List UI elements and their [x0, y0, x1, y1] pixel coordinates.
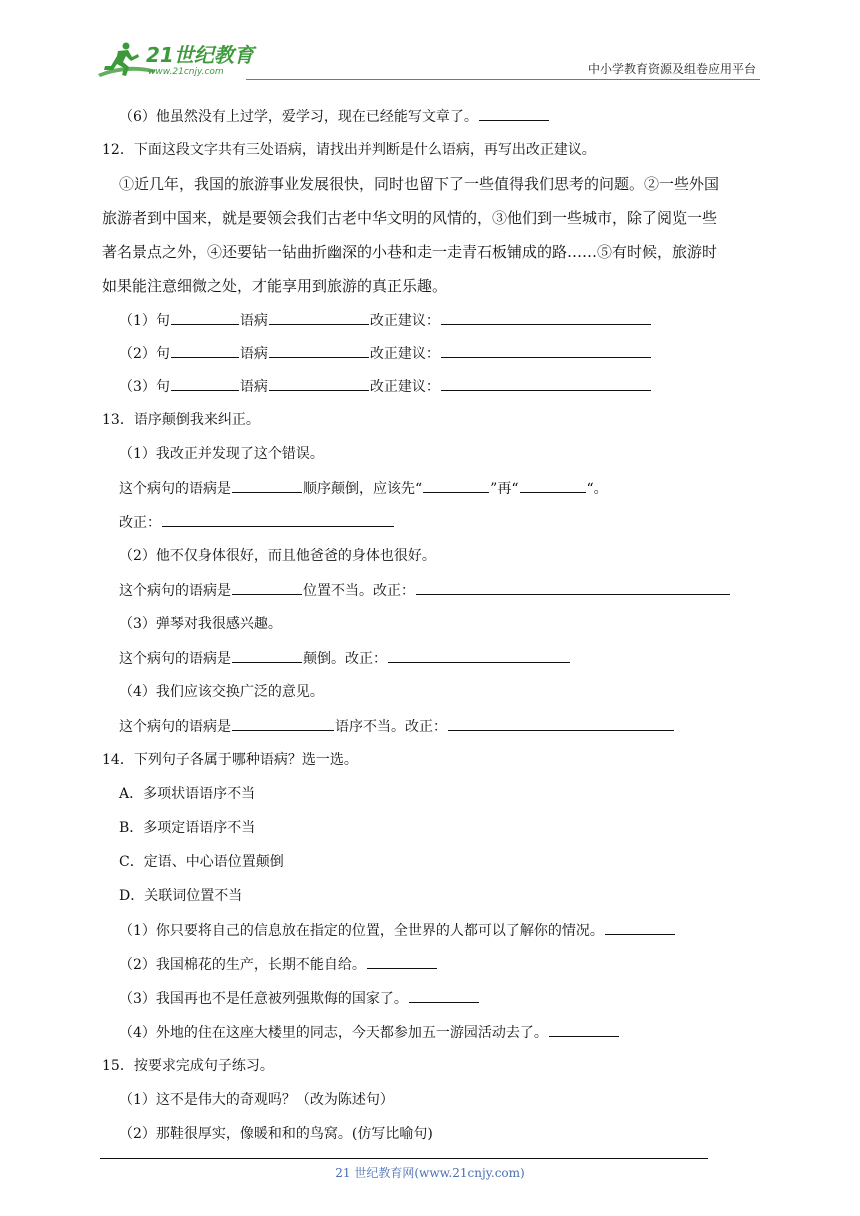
sentence-blank[interactable] [171, 343, 239, 358]
error-type-blank[interactable] [269, 343, 369, 358]
q12-paragraph-line: 如果能注意细微之处，才能享用到旅游的真正乐趣。 [102, 277, 448, 295]
q13-s2-analysis: 这个病句的语病是 位置不当。改正： [119, 580, 731, 601]
footer-divider [100, 1158, 708, 1159]
answer-blank[interactable] [549, 1022, 619, 1037]
correction-blank[interactable] [448, 716, 674, 731]
sentence-blank[interactable] [171, 310, 239, 325]
q14-item-4: （4）外地的住在这座大楼里的同志，今天都参加五一游园活动去了。 [119, 1022, 620, 1043]
svg-text:www.21cnjy.com: www.21cnjy.com [148, 67, 224, 77]
q12-paragraph-line: 旅游者到中国来，就是要领会我们古老中华文明的风情的，③他们到一些城市，除了阅览一些 [102, 209, 718, 227]
suggestion-blank[interactable] [441, 376, 651, 391]
error-type-blank[interactable] [269, 376, 369, 391]
svg-text:21世纪教育: 21世纪教育 [146, 43, 254, 67]
q13-sentence-2: （2）他不仅身体很好，而且他爸爸的身体也很好。 [119, 548, 436, 564]
sentence-blank[interactable] [171, 376, 239, 391]
answer-blank[interactable] [605, 920, 675, 935]
q15-item-1: （1）这不是伟大的奇观吗？（改为陈述句） [119, 1092, 394, 1108]
q12-answer-row: （1）句 语病 改正建议： [119, 310, 652, 331]
error-type-blank[interactable] [269, 310, 369, 325]
q14-option-b: B．多项定语语序不当 [119, 820, 256, 836]
q13-sentence-4: （4）我们应该交换广泛的意见。 [119, 684, 324, 700]
q14-item-3: （3）我国再也不是任意被列强欺侮的国家了。 [119, 988, 480, 1009]
platform-name: 中小学教育资源及组卷应用平台 [587, 62, 756, 76]
q13-sentence-1: （1）我改正并发现了这个错误。 [119, 446, 324, 462]
q12-paragraph-line: ①近几年，我国的旅游事业发展很快，同时也留下了一些值得我们思考的问题。②一些外国 [119, 175, 720, 193]
answer-blank[interactable] [232, 478, 302, 493]
q12-paragraph-line: 著名景点之外，④还要钻一钻曲折幽深的小巷和走一走青石板铺成的路……⑤有时候，旅游时 [102, 243, 718, 261]
answer-blank[interactable] [520, 478, 586, 493]
q15-item-2: （2）那鞋很厚实，像暖和和的鸟窝。(仿写比喻句) [119, 1126, 433, 1142]
q13-s3-analysis: 这个病句的语病是 颠倒。改正： [119, 648, 571, 669]
answer-blank[interactable] [232, 648, 302, 663]
q13-title: 13．语序颠倒我来纠正。 [102, 412, 260, 428]
page-header [96, 40, 760, 80]
correction-blank[interactable] [416, 580, 730, 595]
answer-blank[interactable] [423, 478, 489, 493]
answer-blank[interactable] [409, 988, 479, 1003]
q13-s4-analysis: 这个病句的语病是 语序不当。改正： [119, 716, 675, 737]
q12-answer-row: （3）句 语病 改正建议： [119, 376, 652, 397]
q14-title: 14．下列句子各属于哪种语病？选一选。 [102, 752, 358, 768]
suggestion-blank[interactable] [441, 343, 651, 358]
answer-blank[interactable] [367, 954, 437, 969]
answer-blank[interactable] [479, 106, 549, 121]
q14-option-a: A．多项状语语序不当 [119, 786, 256, 802]
q15-title: 15．按要求完成句子练习。 [102, 1058, 274, 1074]
site-logo [96, 40, 266, 80]
q14-option-d: D．关联词位置不当 [119, 888, 243, 904]
header-divider [246, 79, 760, 80]
correction-blank[interactable] [162, 512, 394, 527]
answer-blank[interactable] [232, 716, 334, 731]
q13-sentence-3: （3）弹琴对我很感兴趣。 [119, 616, 282, 632]
q12-title: 12．下面这段文字共有三处语病，请找出并判断是什么语病，再写出改正建议。 [102, 142, 596, 158]
correction-blank[interactable] [388, 648, 570, 663]
q11-item-6: （6）他虽然没有上过学，爱学习，现在已经能写文章了。 [119, 106, 550, 127]
answer-blank[interactable] [232, 580, 302, 595]
suggestion-blank[interactable] [441, 310, 651, 325]
q12-answer-row: （2）句 语病 改正建议： [119, 343, 652, 364]
q13-s1-correction: 改正： [119, 512, 395, 533]
q13-s1-analysis: 这个病句的语病是 顺序颠倒，应该先“ ”再“ “。 [119, 478, 608, 499]
footer-link[interactable]: 21 世纪教育网(www.21cnjy.com) [335, 1166, 525, 1180]
q14-item-2: （2）我国棉花的生产，长期不能自给。 [119, 954, 438, 975]
q14-item-1: （1）你只要将自己的信息放在指定的位置，全世界的人都可以了解你的情况。 [119, 920, 676, 941]
q14-option-c: C．定语、中心语位置颠倒 [119, 854, 284, 870]
